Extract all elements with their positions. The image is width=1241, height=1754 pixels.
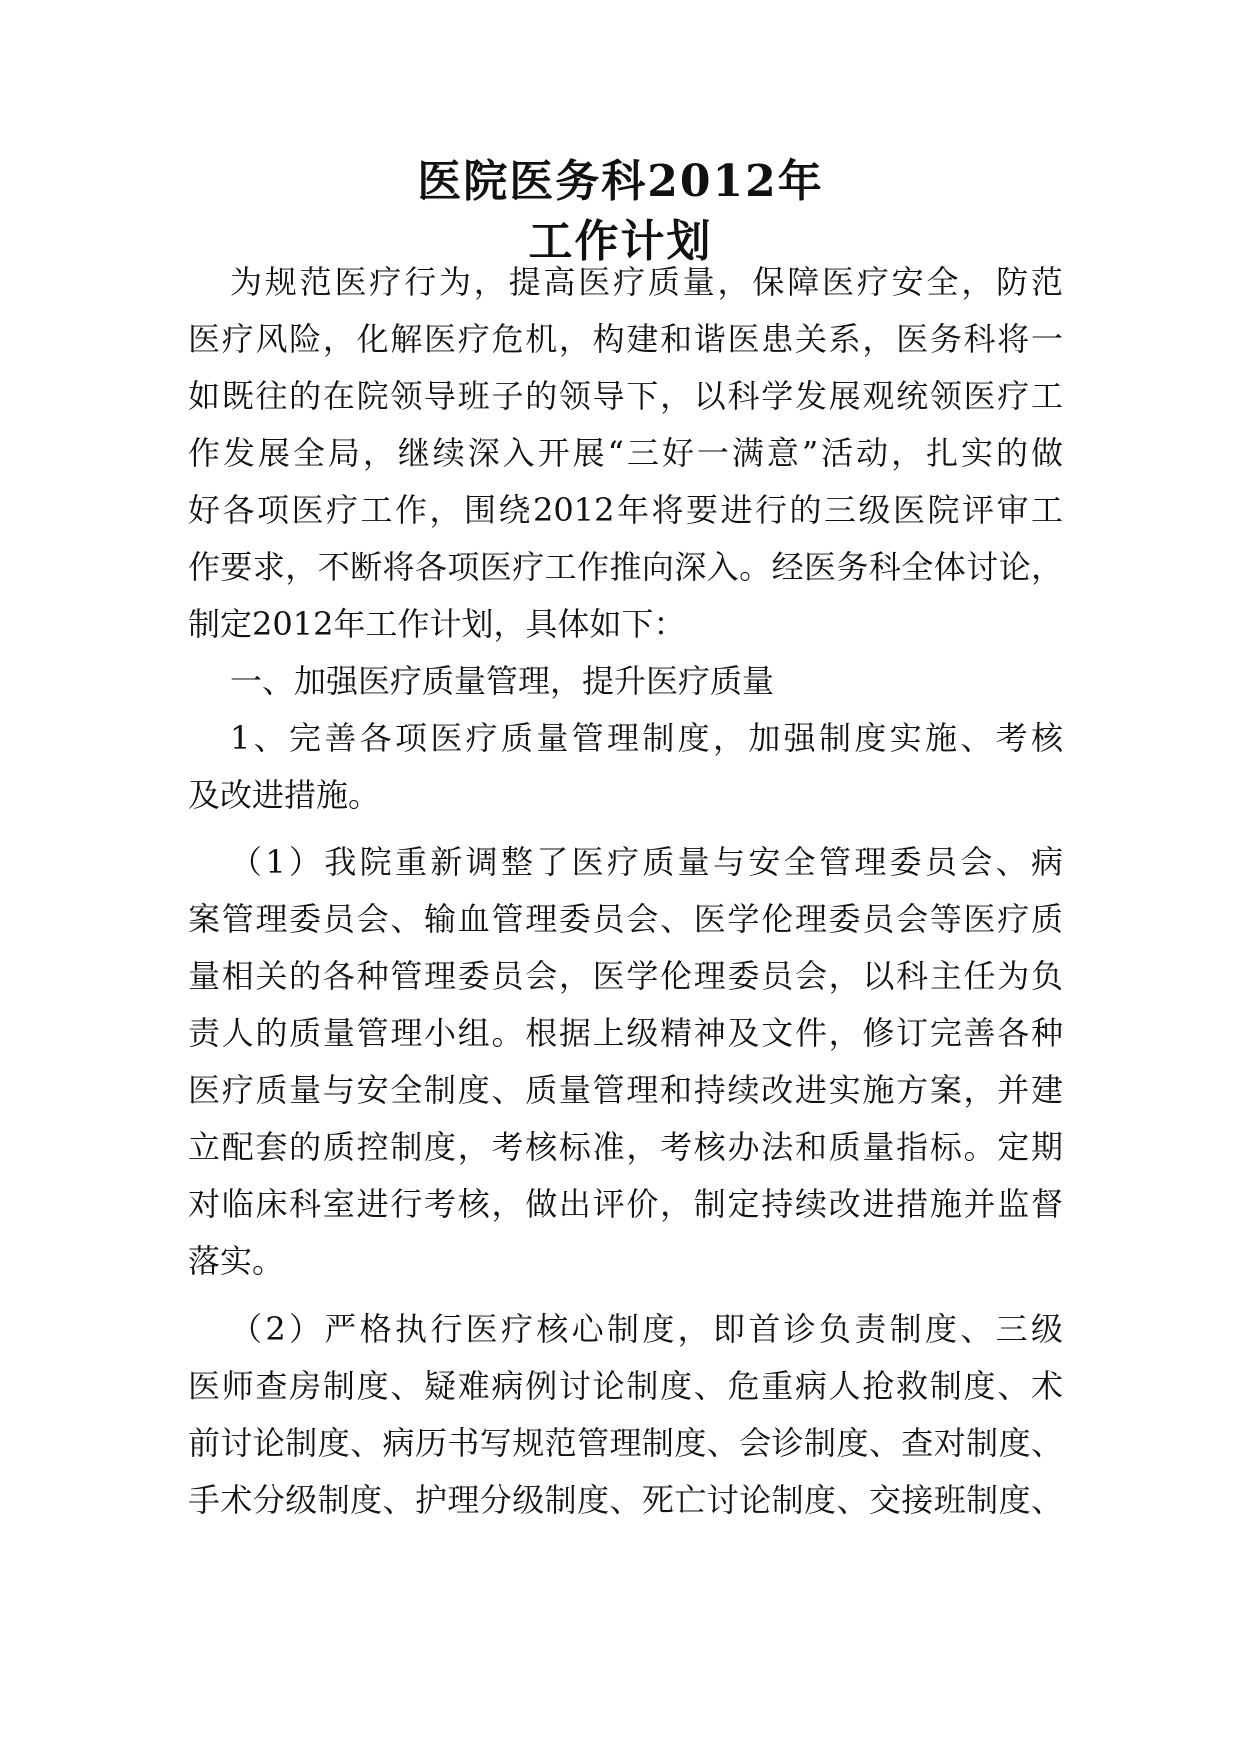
document-title-line-2: 工作计划 <box>528 216 713 267</box>
item-line: 立配套的质控制度，考核标准，考核办法和质量指标。定期 <box>188 1128 1063 1166</box>
item-line: 责人的质量管理小组。根据上级精神及文件，修订完善各种 <box>188 1014 1063 1052</box>
paragraph-line: 制定2012年工作计划，具体如下： <box>188 605 686 643</box>
item-line: 手术分级制度、护理分级制度、死亡讨论制度、交接班制度、 <box>188 1481 1063 1519</box>
paragraph-line: 作要求，不断将各项医疗工作推向深入。经医务科全体讨论， <box>188 548 1063 586</box>
item-line: 前讨论制度、病历书写规范管理制度、会诊制度、查对制度、 <box>188 1424 1063 1462</box>
item-line: （2）严格执行医疗核心制度，即首诊负责制度、三级 <box>230 1310 1063 1348</box>
item-line: 医师查房制度、疑难病例讨论制度、危重病人抢救制度、术 <box>188 1367 1063 1405</box>
subsection-line: 1、完善各项医疗质量管理制度，加强制度实施、考核 <box>230 719 1063 757</box>
document-title-line-1: 医院医务科2012年 <box>417 156 824 207</box>
paragraph-line: 为规范医疗行为，提高医疗质量，保障医疗安全，防范 <box>230 263 1063 301</box>
paragraph-line: 如既往的在院领导班子的领导下，以科学发展观统领医疗工 <box>188 377 1063 415</box>
paragraph-line: 作发展全局，继续深入开展“三好一满意”活动，扎实的做 <box>188 434 1063 472</box>
item-line: 对临床科室进行考核，做出评价，制定持续改进措施并监督 <box>188 1185 1063 1223</box>
item-line: 量相关的各种管理委员会，医学伦理委员会，以科主任为负 <box>188 957 1063 995</box>
section-heading: 一、加强医疗质量管理，提升医疗质量 <box>230 662 775 700</box>
item-line: 落实。 <box>188 1242 285 1280</box>
item-line: （1）我院重新调整了医疗质量与安全管理委员会、病 <box>230 843 1063 881</box>
item-line: 案管理委员会、输血管理委员会、医学伦理委员会等医疗质 <box>188 900 1063 938</box>
item-line: 医疗质量与安全制度、质量管理和持续改进实施方案，并建 <box>188 1071 1063 1109</box>
paragraph-line: 好各项医疗工作，围绕2012年将要进行的三级医院评审工 <box>188 491 1063 529</box>
subsection-line: 及改进措施。 <box>188 776 381 814</box>
paragraph-line: 医疗风险，化解医疗危机，构建和谐医患关系，医务科将一 <box>188 320 1063 358</box>
